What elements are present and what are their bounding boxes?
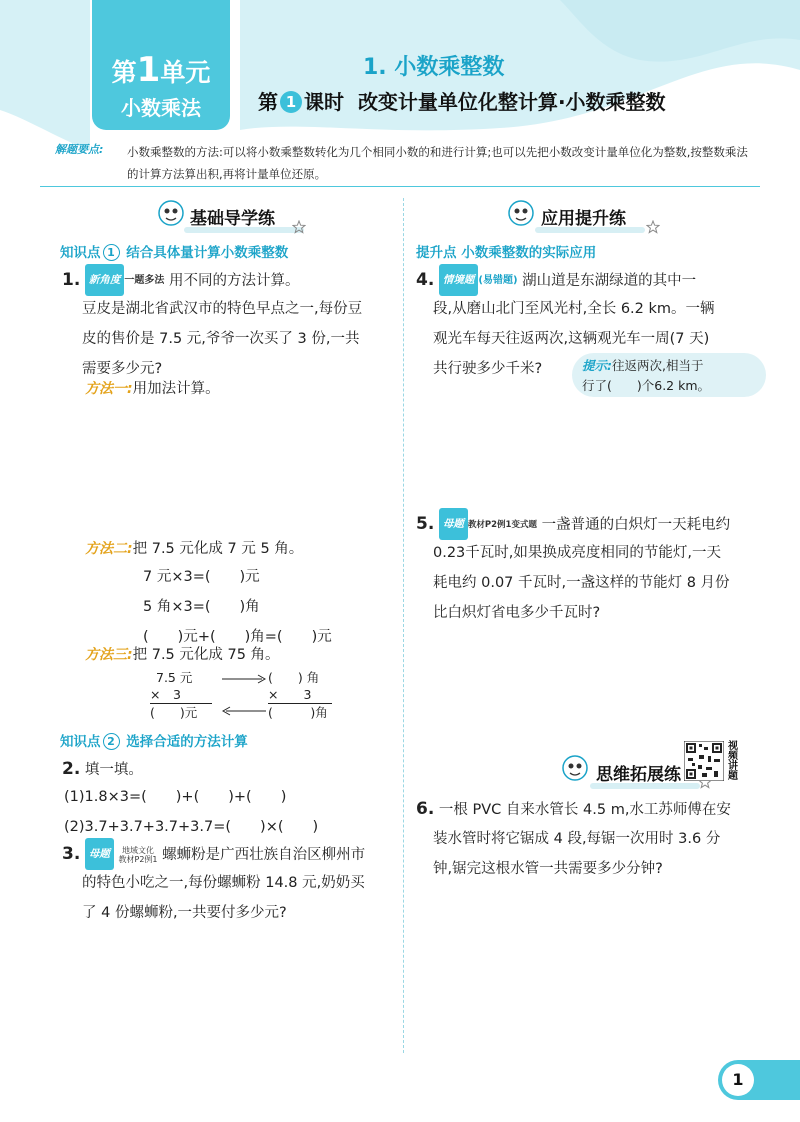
question-line: 皮的售价是 7.5 元,爷爷一次买了 3 份,一共 bbox=[82, 331, 360, 347]
question-line: 的特色小吃之一,每份螺蛳粉 14.8 元,奶奶买 bbox=[82, 875, 365, 891]
lesson-subtitle-b: 小数乘整数 bbox=[565, 90, 666, 114]
question-5-head bbox=[416, 508, 730, 540]
question-line: (1)1.8×3=( )+( )+( ) bbox=[64, 789, 287, 805]
method-label: 方法二: bbox=[85, 541, 133, 557]
star-icon bbox=[292, 220, 306, 234]
column-divider bbox=[403, 198, 404, 1053]
question-line: 钟,锯完这根水管一共需要多少分钟? bbox=[433, 861, 663, 877]
question-number: 1. bbox=[62, 270, 81, 290]
page-number: 1 bbox=[722, 1064, 754, 1096]
method-1 bbox=[85, 374, 220, 404]
arrow-right-icon bbox=[222, 674, 266, 684]
vertical-calc-right bbox=[268, 669, 348, 721]
hint-text: 行了( )个6.2 km。 bbox=[582, 378, 711, 393]
question-1-body bbox=[82, 294, 402, 384]
question-5-body bbox=[433, 538, 730, 628]
improvement-point bbox=[416, 241, 596, 261]
tag-small-line: 地域文化 bbox=[122, 846, 155, 855]
lesson-title: 1. 小数乘整数 bbox=[363, 55, 505, 80]
question-line: 耗电约 0.07 千瓦时,一盏这样的节能灯 8 月份 bbox=[433, 575, 730, 591]
hint-label: 提示: bbox=[582, 358, 612, 373]
star-icon bbox=[646, 220, 660, 234]
tip-label: 解题要点: bbox=[55, 143, 104, 156]
section-title-apply bbox=[541, 204, 626, 229]
question-line: 一盏普通的白炽灯一天耗电约 bbox=[541, 517, 731, 533]
question-line: 一根 PVC 自来水管长 4.5 m,水工苏师傅在安 bbox=[438, 802, 731, 818]
vertical-calc-left bbox=[150, 669, 230, 721]
lesson-suffix: 课时 bbox=[304, 90, 344, 114]
question-line: (2)3.7+3.7+3.7+3.7=( )×( ) bbox=[64, 819, 319, 835]
method-text: 把 7.5 元化成 75 角。 bbox=[132, 647, 280, 663]
question-6-head bbox=[416, 794, 731, 825]
hint-text: 往返两次,相当于 bbox=[612, 358, 704, 373]
section-title-apply-text: 应用提升练 bbox=[541, 209, 626, 229]
unit-title bbox=[92, 50, 230, 90]
question-tag-small bbox=[119, 846, 158, 864]
question-tag-tail: 教材P2例1变式题 bbox=[467, 520, 537, 530]
question-tag: 新角度 bbox=[85, 264, 125, 296]
lesson-subtitle-dot: · bbox=[557, 90, 566, 114]
fill-line: ( )元+( )角=( )元 bbox=[143, 629, 332, 645]
lesson-subtitle-a: 改变计量单位化整计算 bbox=[357, 90, 558, 114]
question-4-head bbox=[416, 264, 696, 296]
unit-badge bbox=[92, 0, 230, 130]
arrow-left-icon bbox=[222, 706, 266, 716]
method-label: 方法一: bbox=[85, 381, 133, 397]
section-title-extend-text: 思维拓展练 bbox=[596, 765, 681, 785]
question-line: 螺蛳粉是广西壮族自治区柳州市 bbox=[162, 847, 366, 863]
question-instruction: 填一填。 bbox=[84, 762, 143, 778]
question-line: 湖山道是东湖绿道的其中一 bbox=[522, 273, 697, 289]
question-line: 共行驶多少千米? bbox=[433, 361, 543, 377]
question-2-head bbox=[62, 754, 143, 785]
knowledge-label: 知识点 bbox=[60, 734, 101, 750]
knowledge-text: 结合具体量计算小数乘整数 bbox=[126, 245, 289, 261]
unit-suffix: 单元 bbox=[160, 58, 211, 87]
question-line: 0.23千瓦时,如果换成亮度相同的节能灯,一天 bbox=[433, 545, 722, 561]
point-text: 小数乘整数的实际应用 bbox=[461, 245, 597, 261]
question-number: 3. bbox=[62, 844, 81, 864]
mascot-icon bbox=[156, 198, 186, 228]
unit-prefix: 第 bbox=[111, 58, 137, 87]
knowledge-label: 知识点 bbox=[60, 245, 101, 261]
qr-code-icon[interactable] bbox=[684, 741, 724, 781]
question-number: 4. bbox=[416, 270, 435, 290]
hint-bubble bbox=[572, 353, 766, 397]
fill-line: 7 元×3=( )元 bbox=[143, 569, 260, 585]
method-2 bbox=[85, 534, 303, 564]
lesson-number: 1 bbox=[280, 91, 302, 113]
question-tag: 情境题 bbox=[439, 264, 479, 296]
vertical-mul: × 3 bbox=[268, 686, 332, 704]
question-number: 2. bbox=[62, 759, 81, 779]
knowledge-number: 1 bbox=[103, 244, 120, 261]
question-line: 豆皮是湖北省武汉市的特色早点之一,每份豆 bbox=[82, 301, 363, 317]
vertical-top: 7.5 元 bbox=[156, 670, 193, 685]
knowledge-point-2 bbox=[60, 730, 248, 750]
section-title-extend bbox=[596, 760, 681, 785]
qr-label: 视频讲题 bbox=[728, 741, 738, 782]
question-line: 比白炽灯省电多少千瓦时? bbox=[433, 605, 601, 621]
fill-line: 5 角×3=( )角 bbox=[143, 599, 260, 615]
question-line: 需要多少元? bbox=[82, 361, 163, 377]
question-3-head bbox=[62, 838, 365, 870]
method-text: 把 7.5 元化成 7 元 5 角。 bbox=[132, 541, 304, 557]
question-6-body bbox=[433, 824, 720, 884]
tag-small-line: 教材P2例1 bbox=[118, 855, 158, 864]
question-number: 5. bbox=[416, 514, 435, 534]
question-1-head bbox=[62, 264, 300, 296]
question-tag-tail: 一题多法 bbox=[124, 275, 165, 286]
section-title-basic bbox=[190, 204, 275, 229]
question-line: 了 4 份螺蛳粉,一共要付多少元? bbox=[82, 905, 287, 921]
vertical-result: ( )元 bbox=[150, 705, 198, 720]
mascot-icon bbox=[506, 198, 536, 228]
question-tag: 母题 bbox=[85, 838, 114, 870]
method-label: 方法三: bbox=[85, 647, 133, 663]
unit-topic: 小数乘法 bbox=[121, 96, 201, 120]
lesson-prefix: 第 bbox=[258, 90, 278, 114]
point-label: 提升点 bbox=[416, 245, 457, 261]
knowledge-number: 2 bbox=[103, 733, 120, 750]
knowledge-point-1 bbox=[60, 241, 288, 261]
question-number: 6. bbox=[416, 799, 435, 819]
question-line: 观光车每天往返两次,这辆观光车一周(7 天) bbox=[433, 331, 710, 347]
vertical-top: ( ) 角 bbox=[268, 670, 320, 685]
tip-text: 小数乘整数的方法:可以将小数乘整数转化为几个相同小数的和进行计算;也可以先把小数改变计量单位化为整数,按整数乘法的计算方法算出积,再将计量单位还原。 bbox=[127, 145, 748, 181]
vertical-mul: × 3 bbox=[150, 686, 212, 704]
mascot-icon bbox=[560, 753, 590, 783]
method-3 bbox=[85, 640, 280, 670]
question-2-body bbox=[64, 782, 318, 842]
question-tag: 母题 bbox=[439, 508, 468, 540]
vertical-result: ( )角 bbox=[268, 705, 328, 720]
lesson-subtitle bbox=[258, 86, 666, 115]
section-title-basic-text: 基础导学练 bbox=[190, 209, 275, 229]
question-instruction: 用不同的方法计算。 bbox=[169, 273, 300, 289]
question-line: 段,从磨山北门至风光村,全长 6.2 km。一辆 bbox=[433, 301, 715, 317]
tip-underline bbox=[40, 186, 760, 187]
unit-number: 1 bbox=[136, 50, 161, 90]
question-line: 装水管时将它锯成 4 段,每锯一次用时 3.6 分 bbox=[433, 831, 721, 847]
method-text: 用加法计算。 bbox=[132, 381, 220, 397]
method-2-lines bbox=[143, 562, 332, 652]
knowledge-text: 选择合适的方法计算 bbox=[126, 734, 248, 750]
question-3-body bbox=[82, 868, 365, 928]
question-tag-tail: (易错题) bbox=[478, 275, 518, 286]
